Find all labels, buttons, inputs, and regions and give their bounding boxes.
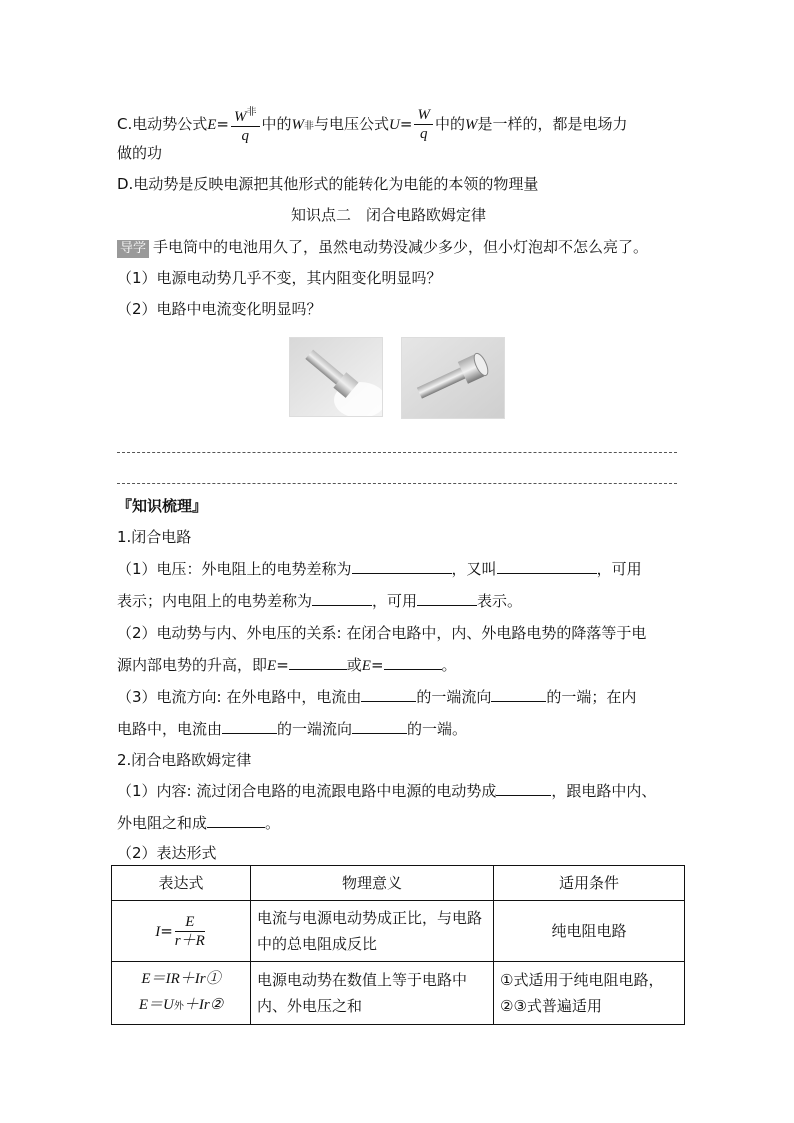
s1-p1-line1 <box>117 558 642 580</box>
equals: = <box>276 656 289 674</box>
text: 外电阻之和成 <box>117 814 208 832</box>
blank[interactable] <box>289 655 347 670</box>
s2-title: 2.闭合电路欧姆定律 <box>117 751 252 769</box>
s2-p2: （2）表达形式 <box>117 844 217 862</box>
text: ，又叫 <box>451 560 497 578</box>
symbol-u: U <box>389 117 400 133</box>
s2-p1-line2 <box>117 812 280 834</box>
guide-question-2: （2）电路中电流变化明显吗？ <box>117 300 322 318</box>
text: （1）电压：外电阻上的电势差称为 <box>117 560 352 578</box>
s1-title: 1.闭合电路 <box>117 528 192 546</box>
blank[interactable] <box>352 719 407 734</box>
blank[interactable] <box>222 719 277 734</box>
s1-p2-line2 <box>117 654 457 677</box>
table-header: 物理意义 <box>251 866 494 901</box>
guide-text: 手电筒中的电池用久了，虽然电动势没减少多少，但小灯泡却不怎么亮了。 <box>153 238 649 256</box>
text: 的一端流向 <box>277 720 353 738</box>
option-c-text: 中的 <box>434 115 465 133</box>
condition-cell: ①式适用于纯电阻电路，②③式普遍适用 <box>494 962 685 1025</box>
equals: = <box>370 656 384 674</box>
text: 。 <box>441 656 457 674</box>
symbol-e: E <box>207 117 217 133</box>
text: 表示；内电阻上的电势差称为 <box>117 592 313 610</box>
text: （1）内容: 流过闭合电路的电流跟电路中电源的电动势成 <box>117 782 497 800</box>
formula-cell <box>112 901 251 962</box>
blank[interactable] <box>417 591 477 606</box>
text: 的一端流向 <box>416 688 492 706</box>
flashlight-photo-left <box>289 337 383 417</box>
text: ，可用 <box>372 592 418 610</box>
answer-line-2 <box>117 483 677 484</box>
s1-p1-line2 <box>117 590 522 612</box>
table-header-row <box>112 866 685 901</box>
flashlight-photo-right <box>401 337 505 419</box>
frac-numerator: E <box>175 913 205 932</box>
symbol-e: E <box>267 658 277 674</box>
s1-p3-line2 <box>117 718 467 740</box>
formula-2-part: ＋Ir② <box>183 997 224 1013</box>
frac-denominator: q <box>241 128 249 144</box>
symbol-e: E <box>361 658 371 674</box>
formula-2-part: E＝U <box>138 997 174 1013</box>
answer-line-1 <box>117 452 677 453</box>
frac-numerator-sub: 非 <box>246 107 257 118</box>
symbol-w: W <box>464 117 478 133</box>
equals: = <box>399 115 413 133</box>
option-c-prefix: C.电动势公式 <box>117 115 208 133</box>
blank[interactable] <box>352 559 452 574</box>
section-title: 知识点二 闭合电路欧姆定律 <box>291 206 487 224</box>
text: 。 <box>265 814 281 832</box>
condition-cell: 纯电阻电路 <box>494 901 685 962</box>
text: ，可用 <box>596 560 642 578</box>
text: 的一端。 <box>407 720 468 738</box>
s2-p1-line1 <box>117 780 656 802</box>
formula-table <box>111 865 685 1025</box>
text: 表示。 <box>477 592 523 610</box>
s1-p2-line1: （2）电动势与内、外电压的关系: 在闭合电路中，内、外电路电势的降落等于电 <box>117 624 647 642</box>
blank[interactable] <box>361 687 416 702</box>
fraction-w-nonstatic-over-q <box>231 104 260 145</box>
blank[interactable] <box>312 591 372 606</box>
equals: = <box>160 921 173 940</box>
formula-cell <box>112 962 251 1025</box>
text: 源内部电势的升高，即 <box>117 656 268 674</box>
table-header: 表达式 <box>112 866 251 901</box>
equals: = <box>216 115 229 133</box>
blank[interactable] <box>497 559 597 574</box>
formula-2 <box>118 992 244 1020</box>
knowledge-header: 『知识梳理』 <box>117 497 208 515</box>
text: 电路中，电流由 <box>117 720 223 738</box>
meaning-cell: 电流与电源电动势成正比，与电路中的总电阻成反比 <box>251 901 494 962</box>
guide-question-1: （1）电源电动势几乎不变，其内阻变化明显吗？ <box>117 269 442 287</box>
frac-numerator: W <box>234 109 247 125</box>
option-c-text: 中的 <box>261 115 292 133</box>
table-header: 适用条件 <box>494 866 685 901</box>
option-d: D.电动势是反映电源把其他形式的能转化为电能的本领的物理量 <box>117 175 539 193</box>
meaning-cell: 电源电动势在数值上等于电路中内、外电压之和 <box>251 962 494 1025</box>
s1-p3-line1 <box>117 686 636 708</box>
option-c-text: 是一样的，都是电场力 <box>477 115 628 133</box>
text: ，跟电路中内、 <box>551 782 657 800</box>
guide-paragraph <box>117 236 648 258</box>
symbol-i: I <box>155 923 161 940</box>
formula-2-sub: 外 <box>173 1001 184 1012</box>
symbol-w-sub: 非 <box>304 121 315 132</box>
option-c <box>117 104 627 145</box>
text: 的一端；在内 <box>546 688 637 706</box>
blank[interactable] <box>496 781 551 796</box>
blank[interactable] <box>491 687 546 702</box>
frac-denominator: r＋R <box>174 932 205 949</box>
fraction-w-over-q <box>414 106 433 143</box>
guide-tag: 导学 <box>117 240 149 258</box>
option-c-line2: 做的功 <box>117 144 163 162</box>
fraction-e-over-r-plus-r <box>175 913 205 950</box>
blank[interactable] <box>384 655 442 670</box>
formula-1: E＝IR＋Ir① <box>141 971 221 987</box>
table-row <box>112 901 685 962</box>
blank[interactable] <box>207 813 265 828</box>
symbol-w: W <box>291 117 305 133</box>
frac-denominator: q <box>419 126 428 142</box>
text: （3）电流方向: 在外电路中，电流由 <box>117 688 362 706</box>
option-c-text: 与电压公式 <box>314 115 390 133</box>
frac-numerator: W <box>414 106 433 125</box>
text: 或 <box>346 656 362 674</box>
table-row <box>112 962 685 1025</box>
